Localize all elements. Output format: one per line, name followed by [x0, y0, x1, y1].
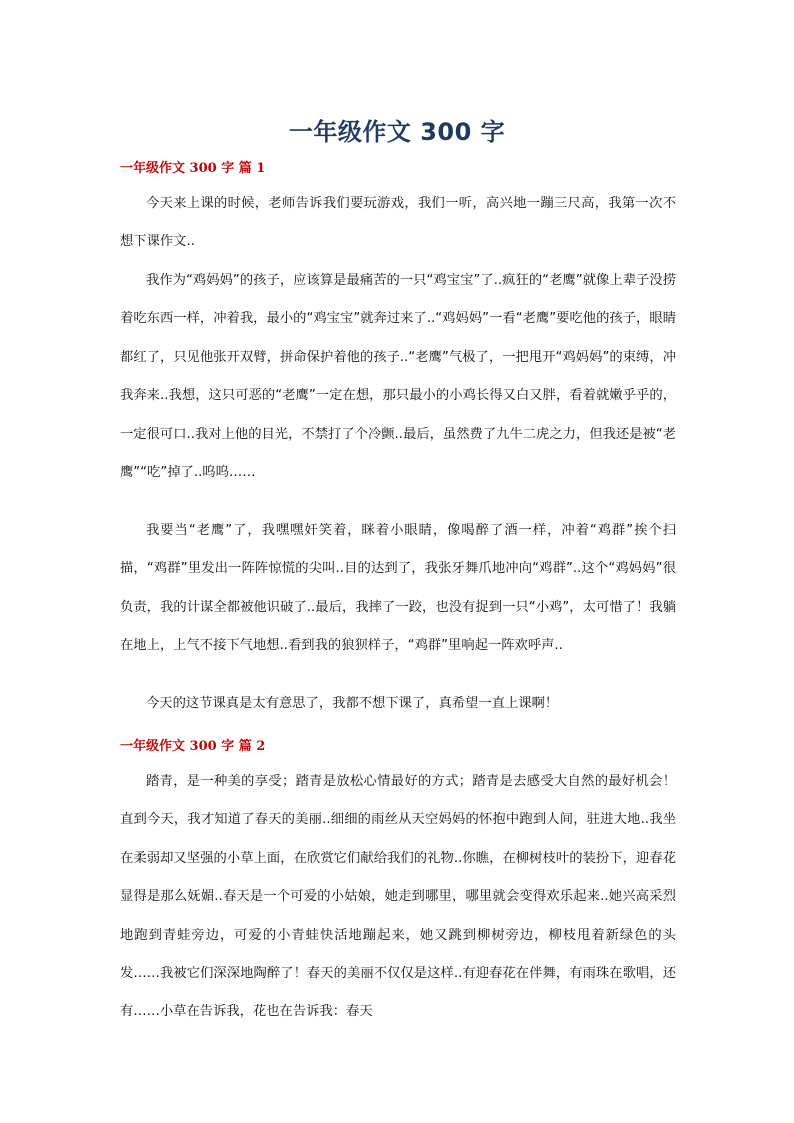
page-title: 一年级作文 300 字: [288, 118, 506, 146]
paragraph: 我要当“老鹰”了，我嘿嘿奸笑着，眯着小眼睛，像喝醉了酒一样，冲着“鸡群”挨个扫描，“鸡群”里发出一阵阵惊慌的尖叫..目的达到了，我张牙舞爪地冲向“鸡群”..这个“鸡妈妈”很负责，我的计谋全都被他识破了..最后，我摔了一跤，也没有捉到一只“小鸡”，太可惜了！我躺在地上，上气不接下气地想..看到我的狼狈样子，“鸡群”里响起一阵欢呼声..: [120, 523, 676, 654]
section-heading-1: 一年级作文 300 字 篇 1: [120, 161, 266, 176]
paragraph: 我作为“鸡妈妈”的孩子，应该算是最痛苦的一只“鸡宝宝”了..疯狂的“老鹰”就像上辈子没捞着吃东西一样，冲着我，最小的“鸡宝宝”就奔过来了..“鸡妈妈”一看“老鹰”要吃他的孩子，眼睛都红了，只见他张开双臂，拼命保护着他的孩子..“老鹰”气极了，一把甩开“鸡妈妈”的束缚，冲我奔来..我想，这只可恶的“老鹰”一定在想，那只最小的小鸡长得又白又胖，看着就嫩乎乎的，一定很可口..我对上他的目光，不禁打了个冷颤..最后，虽然费了九牛二虎之力，但我还是被“老鹰”“吃”掉了..呜呜……: [120, 273, 676, 481]
paragraph: 今天的这节课真是太有意思了，我都不想下课了，真希望一直上课啊！: [146, 696, 559, 711]
paragraph: 今天来上课的时候，老师告诉我们要玩游戏，我们一听，高兴地一蹦三尺高，我第一次不想下课作文..: [120, 196, 676, 250]
section-heading-2: 一年级作文 300 字 篇 2: [120, 739, 266, 754]
paragraph: 踏青，是一种美的享受；踏青是放松心情最好的方式；踏青是去感受大自然的最好机会！直到今天，我才知道了春天的美丽..细细的雨丝从天空妈妈的怀抱中跑到人间，驻进大地..我坐在柔弱却又坚强的小草上面，在欣赏它们献给我们的礼物..你瞧，在柳树枝叶的装扮下，迎春花显得是那么妩媚..春天是一个可爱的小姑娘，她走到哪里，哪里就会变得欢乐起来..她兴高采烈地跑到青蛙旁边，可爱的小青蛙快活地蹦起来，她又跳到柳树旁边，柳枝甩着新绿色的头发……我被它们深深地陶醉了！春天的美丽不仅仅是这样..有迎春花在伴舞，有雨珠在歌唱，还有……小草在告诉我，花也在告诉我：春天: [120, 774, 676, 1020]
